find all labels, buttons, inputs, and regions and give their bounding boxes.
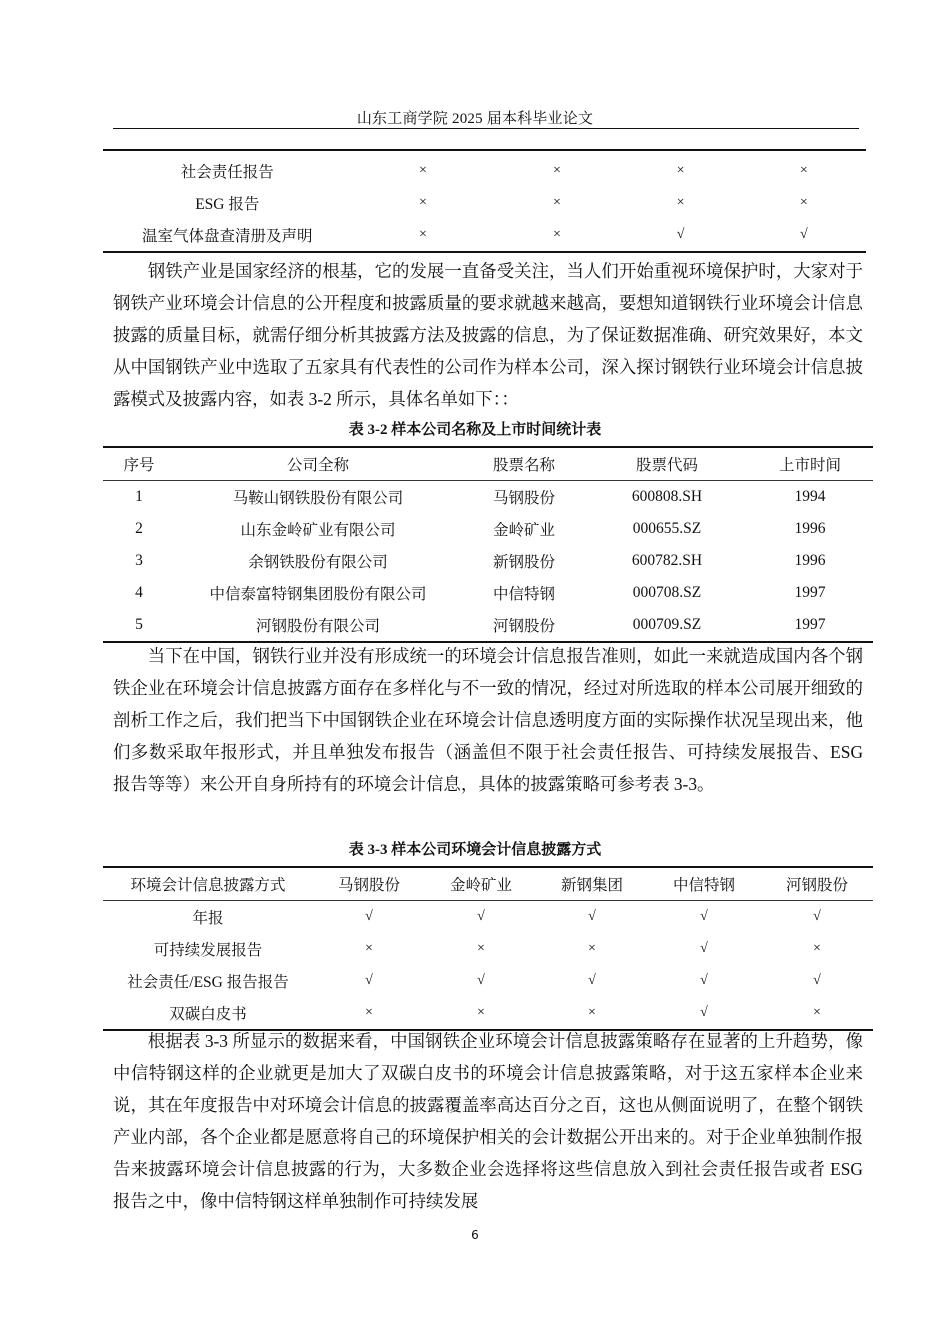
- cell-mark: ×: [588, 1005, 596, 1020]
- continued-table: [103, 149, 866, 253]
- cell-mark: ×: [799, 195, 808, 210]
- cell: 山东金岭矿业有限公司: [240, 522, 396, 539]
- cell-mark: √: [700, 909, 708, 924]
- cell: 余钢铁股份有限公司: [248, 554, 388, 571]
- cell-mark: ×: [799, 163, 808, 178]
- cell-mark: ×: [365, 1005, 373, 1020]
- column-header: 马钢股份: [313, 867, 425, 901]
- column-header: 金岭矿业: [425, 867, 537, 901]
- body-paragraph: 根据表 3-3 所显示的数据来看，中国钢铁企业环境会计信息披露策略存在显著的上升趋势，像中信特钢这样的企业就更是加大了双碳白皮书的环境会计信息披露策略，对于这五家样本企业来说，其在年度报告中对环境会计信息的披露覆盖率高达百分之百，这也从侧面说明了，在整个钢铁产业内部，各个企业都是愿意将自己的环境保护相关的会计数据公开出来的。对于企业单独制作报告来披露环境会计信息披露的行为，大多数企业会选择将这些信息放入到社会责任报告或者 ESG 报告之中，像中信特钢这样单独制作可持续发展: [113, 1031, 863, 1211]
- table-row: [103, 901, 873, 934]
- cell: 600782.SH: [631, 552, 703, 569]
- header-divider: [113, 128, 859, 129]
- row-label: 社会责任报告: [180, 164, 274, 181]
- cell: 河钢股份有限公司: [255, 618, 380, 635]
- cell-mark: √: [800, 227, 808, 242]
- table-row: [103, 965, 873, 997]
- cell: 3: [135, 552, 143, 569]
- table-row: [103, 219, 866, 252]
- cell: 马钢股份: [492, 490, 555, 507]
- cell-mark: ×: [477, 1005, 485, 1020]
- cell: 5: [135, 616, 143, 633]
- table-row: [103, 545, 873, 577]
- cell-mark: ×: [552, 163, 561, 178]
- column-header: 环境会计信息披露方式: [103, 867, 313, 901]
- column-header: 新钢集团: [537, 867, 647, 901]
- table-row: [103, 609, 873, 642]
- cell-mark: ×: [477, 941, 485, 956]
- body-paragraph: 钢铁产业是国家经济的根基，它的发展一直备受关注，当人们开始重视环境保护时，大家对于钢铁产业环境会计信息的公开程度和披露质量的要求就越来越高，要想知道钢铁行业环境会计信息披露的质量目标，就需仔细分析其披露方法及披露的信息，为了保证数据准确、研究效果好，本文从中国钢铁产业中选取了五家具有代表性的公司作为样本公司，深入探讨钢铁行业环境会计信息披露模式及披露内容，如表 3-2 所示，具体名单如下：：: [113, 261, 863, 409]
- cell-mark: ×: [813, 941, 821, 956]
- table-3-3: [103, 866, 873, 1031]
- column-header: 上市时间: [747, 447, 873, 481]
- cell: 000708.SZ: [632, 584, 702, 601]
- cell-mark: √: [700, 973, 708, 988]
- table-row: [103, 513, 873, 545]
- row-label: 温室气体盘查清册及声明: [142, 228, 313, 245]
- cell: 1: [135, 488, 143, 505]
- cell-mark: ×: [418, 227, 427, 242]
- cell: 1997: [794, 616, 826, 633]
- cell-mark: ×: [418, 163, 427, 178]
- cell: 2: [135, 520, 143, 537]
- cell: 新钢股份: [492, 554, 555, 571]
- cell-mark: ×: [813, 1005, 821, 1020]
- row-label: 可持续发展报告: [153, 942, 263, 959]
- cell: 1996: [794, 520, 826, 537]
- cell: 1996: [794, 552, 826, 569]
- table-caption: 表 3-2 样本公司名称及上市时间统计表: [348, 422, 602, 438]
- row-label: 年报: [192, 910, 224, 927]
- column-header: 股票代码: [587, 447, 747, 481]
- cell-mark: √: [813, 909, 821, 924]
- table-header-row: [103, 867, 873, 901]
- cell-mark: ×: [588, 941, 596, 956]
- table-3-2: [103, 446, 873, 643]
- cell-mark: √: [700, 1005, 708, 1020]
- cell: 4: [135, 584, 143, 601]
- cell-mark: √: [813, 973, 821, 988]
- column-header: 序号: [103, 447, 175, 481]
- column-header: 中信特钢: [647, 867, 761, 901]
- cell-mark: ×: [676, 163, 685, 178]
- table-caption: 表 3-3 样本公司环境会计信息披露方式: [348, 842, 602, 858]
- cell-mark: √: [365, 973, 373, 988]
- cell: 中信特钢: [492, 586, 555, 603]
- cell: 600808.SH: [631, 488, 703, 505]
- cell-mark: √: [700, 941, 708, 956]
- cell-mark: ×: [552, 195, 561, 210]
- cell: 中信泰富特钢集团股份有限公司: [209, 586, 427, 603]
- cell-mark: √: [588, 909, 596, 924]
- cell-mark: ×: [552, 227, 561, 242]
- table-row: [103, 187, 866, 219]
- cell-mark: ×: [676, 195, 685, 210]
- cell: 马鞍山钢铁股份有限公司: [232, 490, 404, 507]
- table-row: [103, 577, 873, 609]
- table-row: [103, 481, 873, 514]
- running-header: 山东工商学院 2025 届本科毕业论文: [356, 111, 594, 127]
- table-row: [103, 150, 866, 187]
- cell: 000655.SZ: [632, 520, 702, 537]
- row-label: 社会责任/ESG 报告报告: [127, 974, 289, 991]
- cell-mark: ×: [418, 195, 427, 210]
- table-header-row: [103, 447, 873, 481]
- cell-mark: √: [365, 909, 373, 924]
- body-paragraph: 当下在中国，钢铁行业并没有形成统一的环境会计信息报告准则，如此一来就造成国内各个钢铁企业在环境会计信息披露方面存在多样化与不一致的情况，经过对所选取的样本公司展开细致的剖析工作之后，我们把当下中国钢铁企业在环境会计信息透明度方面的实际操作状况呈现出来，他们多数采取年报形式，并且单独发布报告（涵盖但不限于社会责任报告、可持续发展报告、ESG 报告等等）来公开自身所持有的环境会计信息，具体的披露策略可参考表 3-3。: [113, 646, 863, 794]
- page-number: 6: [471, 1228, 479, 1242]
- cell: 1994: [794, 488, 826, 505]
- cell-mark: √: [477, 909, 485, 924]
- column-header: 公司全称: [175, 447, 461, 481]
- column-header: 股票名称: [461, 447, 587, 481]
- table-row: [103, 933, 873, 965]
- row-label: ESG 报告: [195, 196, 260, 213]
- cell-mark: ×: [365, 941, 373, 956]
- cell: 河钢股份: [492, 618, 555, 635]
- cell: 000709.SZ: [632, 616, 702, 633]
- column-header: 河钢股份: [761, 867, 873, 901]
- cell-mark: √: [676, 227, 685, 242]
- cell: 金岭矿业: [492, 522, 555, 539]
- cell-mark: √: [588, 973, 596, 988]
- row-label: 双碳白皮书: [169, 1006, 247, 1023]
- cell: 1997: [794, 584, 826, 601]
- cell-mark: √: [477, 973, 485, 988]
